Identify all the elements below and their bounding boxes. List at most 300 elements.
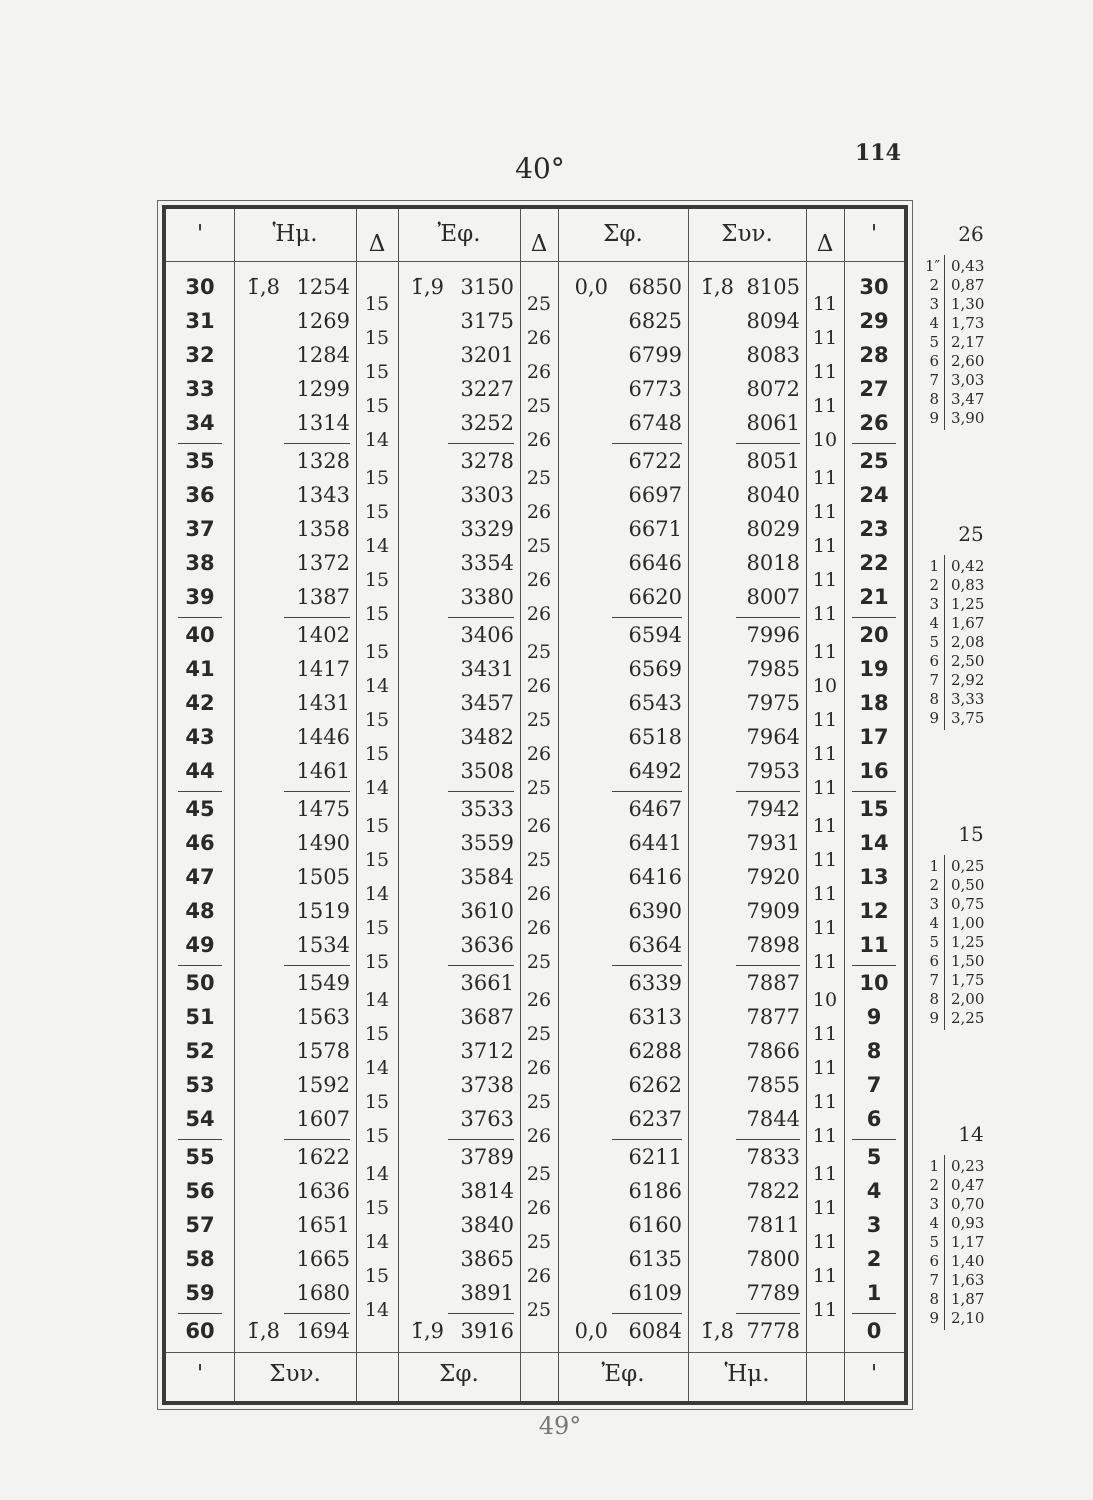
row-minute: 30 — [185, 275, 215, 299]
column-divider — [356, 209, 357, 1401]
pp-index: 6 — [929, 652, 939, 670]
sin-value: 1622 — [296, 1145, 350, 1169]
cos-value: 8051 — [746, 449, 800, 473]
group-separator — [448, 1139, 514, 1140]
cos-value: 7789 — [746, 1281, 800, 1305]
row-minute: 38 — [185, 551, 215, 575]
row-minute: 54 — [185, 1107, 215, 1131]
pp-value: 0,83 — [951, 576, 985, 594]
row-minute-right: 22 — [859, 551, 889, 575]
sin-value: 1505 — [296, 865, 350, 889]
cos-prefix: 1̄,8 — [700, 1319, 734, 1343]
group-separator — [178, 617, 222, 618]
pp-index: 5 — [929, 933, 939, 951]
pp-index: 9 — [929, 1309, 939, 1327]
row-minute-right: 6 — [866, 1107, 882, 1131]
pp-value: 0,42 — [951, 557, 985, 575]
sin-value: 1475 — [296, 797, 350, 821]
cot-value: 6084 — [628, 1319, 682, 1343]
tan-value: 3380 — [460, 585, 514, 609]
group-separator — [178, 965, 222, 966]
pp-value: 0,87 — [951, 276, 985, 294]
delta-sin: 14 — [364, 777, 390, 799]
group-separator — [448, 443, 514, 444]
delta-tan: 26 — [526, 989, 552, 1011]
delta-cos: 11 — [812, 395, 838, 417]
pp-value: 1,25 — [951, 595, 985, 613]
cot-value: 6416 — [628, 865, 682, 889]
cot-value: 6390 — [628, 899, 682, 923]
cot-value: 6594 — [628, 623, 682, 647]
delta-cos: 10 — [812, 989, 838, 1011]
row-minute: 36 — [185, 483, 215, 507]
group-separator — [178, 1313, 222, 1314]
cos-value: 7877 — [746, 1005, 800, 1029]
row-minute-right: 25 — [859, 449, 889, 473]
cos-value: 7822 — [746, 1179, 800, 1203]
delta-cos: 11 — [812, 1023, 838, 1045]
row-minute: 40 — [185, 623, 215, 647]
cos-value: 7920 — [746, 865, 800, 889]
group-separator — [736, 1139, 800, 1140]
delta-sin: 14 — [364, 535, 390, 557]
row-minute: 56 — [185, 1179, 215, 1203]
column-divider — [806, 209, 807, 1401]
tan-value: 3329 — [460, 517, 514, 541]
cos-value: 8040 — [746, 483, 800, 507]
pp-index: 8 — [929, 690, 939, 708]
row-minute: 42 — [185, 691, 215, 715]
cot-value: 6109 — [628, 1281, 682, 1305]
column-divider — [234, 209, 235, 1401]
pp-value: 3,75 — [951, 709, 985, 727]
pp-value: 2,60 — [951, 352, 985, 370]
sin-value: 1490 — [296, 831, 350, 855]
pp-index: 7 — [929, 1271, 939, 1289]
tan-value: 3584 — [460, 865, 514, 889]
delta-tan: 26 — [526, 327, 552, 349]
group-separator — [284, 617, 350, 618]
cot-value: 6799 — [628, 343, 682, 367]
row-minute: 35 — [185, 449, 215, 473]
sin-value: 1563 — [296, 1005, 350, 1029]
footer-minutes: ' — [196, 1361, 204, 1387]
pp-value: 2,00 — [951, 990, 985, 1008]
group-separator — [448, 1313, 514, 1314]
row-minute-right: 13 — [859, 865, 889, 889]
cos-value: 7778 — [746, 1319, 800, 1343]
sin-value: 1328 — [296, 449, 350, 473]
group-separator — [448, 965, 514, 966]
pp-index: 7 — [929, 971, 939, 989]
group-separator — [284, 791, 350, 792]
cos-prefix: 1̄,8 — [700, 275, 734, 299]
proportional-parts-rule — [944, 255, 945, 430]
delta-cos: 11 — [812, 815, 838, 837]
group-separator — [736, 1313, 800, 1314]
delta-sin: 15 — [364, 951, 390, 973]
sin-value: 1694 — [296, 1319, 350, 1343]
delta-tan: 25 — [526, 709, 552, 731]
tan-value: 3508 — [460, 759, 514, 783]
cot-value: 6850 — [628, 275, 682, 299]
row-minute: 34 — [185, 411, 215, 435]
cos-value: 8105 — [746, 275, 800, 299]
delta-sin: 15 — [364, 815, 390, 837]
delta-cos: 11 — [812, 1125, 838, 1147]
sin-prefix: 1̄,8 — [246, 275, 280, 299]
tan-value: 3175 — [460, 309, 514, 333]
proportional-parts-heading: 15 — [958, 822, 984, 846]
row-minute: 44 — [185, 759, 215, 783]
row-minute-right: 21 — [859, 585, 889, 609]
page-number: 114 — [855, 140, 901, 166]
tan-value: 3303 — [460, 483, 514, 507]
pp-value: 1,00 — [951, 914, 985, 932]
row-minute: 52 — [185, 1039, 215, 1063]
group-separator — [852, 1313, 896, 1314]
row-minute: 57 — [185, 1213, 215, 1237]
pp-index: 4 — [929, 914, 939, 932]
sin-value: 1534 — [296, 933, 350, 957]
cot-value: 6211 — [628, 1145, 682, 1169]
cot-value: 6186 — [628, 1179, 682, 1203]
delta-cos: 11 — [812, 917, 838, 939]
cot-value: 6441 — [628, 831, 682, 855]
proportional-parts-heading: 26 — [958, 222, 984, 246]
tan-value: 3354 — [460, 551, 514, 575]
tan-value: 3789 — [460, 1145, 514, 1169]
pp-value: 1,73 — [951, 314, 985, 332]
footer-cos: Συν. — [269, 1361, 321, 1387]
footer-minutes-right: ' — [870, 1361, 878, 1387]
header-cot: Σφ. — [603, 221, 643, 247]
pp-value: 3,90 — [951, 409, 985, 427]
sin-prefix: 1̄,8 — [246, 1319, 280, 1343]
cos-value: 8029 — [746, 517, 800, 541]
delta-cos: 11 — [812, 1091, 838, 1113]
proportional-parts-heading: 25 — [958, 522, 984, 546]
tan-prefix: 1̄,9 — [410, 275, 444, 299]
page-footer: 49° — [538, 1412, 582, 1440]
delta-sin: 15 — [364, 501, 390, 523]
sin-value: 1651 — [296, 1213, 350, 1237]
row-minute: 32 — [185, 343, 215, 367]
delta-sin: 15 — [364, 1091, 390, 1113]
group-separator — [736, 443, 800, 444]
pp-index: 1 — [929, 857, 939, 875]
sin-value: 1607 — [296, 1107, 350, 1131]
group-separator — [852, 1139, 896, 1140]
sin-value: 1417 — [296, 657, 350, 681]
tan-value: 3559 — [460, 831, 514, 855]
group-separator — [178, 443, 222, 444]
header-tan: Ἐφ. — [437, 221, 481, 247]
group-separator — [448, 617, 514, 618]
footer-tan: Ἐφ. — [601, 1361, 645, 1387]
cot-value: 6339 — [628, 971, 682, 995]
header-delta-tan: Δ — [530, 231, 548, 257]
delta-cos: 10 — [812, 429, 838, 451]
cos-value: 7800 — [746, 1247, 800, 1271]
delta-sin: 15 — [364, 743, 390, 765]
row-minute-right: 11 — [859, 933, 889, 957]
delta-sin: 14 — [364, 989, 390, 1011]
delta-sin: 15 — [364, 1023, 390, 1045]
row-minute: 41 — [185, 657, 215, 681]
delta-sin: 15 — [364, 1197, 390, 1219]
delta-tan: 25 — [526, 1091, 552, 1113]
delta-tan: 25 — [526, 641, 552, 663]
column-divider — [688, 209, 689, 1401]
cos-value: 7953 — [746, 759, 800, 783]
delta-sin: 15 — [364, 603, 390, 625]
sin-value: 1402 — [296, 623, 350, 647]
sin-value: 1431 — [296, 691, 350, 715]
group-separator — [284, 965, 350, 966]
pp-value: 2,92 — [951, 671, 985, 689]
cot-value: 6569 — [628, 657, 682, 681]
tan-value: 3916 — [460, 1319, 514, 1343]
delta-tan: 26 — [526, 1265, 552, 1287]
delta-cos: 11 — [812, 501, 838, 523]
proportional-parts-block — [925, 822, 1025, 1045]
delta-sin: 15 — [364, 327, 390, 349]
sin-value: 1269 — [296, 309, 350, 333]
row-minute: 51 — [185, 1005, 215, 1029]
group-separator — [178, 1139, 222, 1140]
column-divider — [558, 209, 559, 1401]
proportional-parts-block — [925, 1122, 1025, 1345]
tan-value: 3814 — [460, 1179, 514, 1203]
tan-value: 3278 — [460, 449, 514, 473]
sin-value: 1343 — [296, 483, 350, 507]
row-minute: 50 — [185, 971, 215, 995]
cos-value: 7811 — [746, 1213, 800, 1237]
column-divider — [844, 209, 845, 1401]
row-minute-right: 29 — [859, 309, 889, 333]
delta-cos: 11 — [812, 1231, 838, 1253]
log-trig-table — [162, 205, 908, 1405]
delta-tan: 25 — [526, 467, 552, 489]
tan-value: 3150 — [460, 275, 514, 299]
delta-cos: 11 — [812, 361, 838, 383]
sin-value: 1299 — [296, 377, 350, 401]
cot-value: 6135 — [628, 1247, 682, 1271]
delta-sin: 15 — [364, 395, 390, 417]
row-minute-right: 10 — [859, 971, 889, 995]
pp-index: 4 — [929, 614, 939, 632]
delta-sin: 14 — [364, 1057, 390, 1079]
pp-index: 1″ — [925, 257, 941, 275]
delta-tan: 25 — [526, 951, 552, 973]
delta-tan: 26 — [526, 603, 552, 625]
delta-cos: 11 — [812, 883, 838, 905]
row-minute: 46 — [185, 831, 215, 855]
pp-index: 6 — [929, 352, 939, 370]
delta-cos: 11 — [812, 293, 838, 315]
tan-value: 3865 — [460, 1247, 514, 1271]
row-minute: 39 — [185, 585, 215, 609]
column-divider — [398, 209, 399, 1401]
pp-value: 1,50 — [951, 952, 985, 970]
group-separator — [736, 791, 800, 792]
proportional-parts-rule — [944, 555, 945, 730]
pp-index: 3 — [929, 595, 939, 613]
delta-sin: 15 — [364, 1125, 390, 1147]
row-minute-right: 15 — [859, 797, 889, 821]
delta-cos: 11 — [812, 1299, 838, 1321]
group-separator — [736, 617, 800, 618]
delta-tan: 25 — [526, 535, 552, 557]
row-minute: 55 — [185, 1145, 215, 1169]
cot-value: 6748 — [628, 411, 682, 435]
pp-index: 8 — [929, 990, 939, 1008]
tan-value: 3482 — [460, 725, 514, 749]
pp-index: 7 — [929, 371, 939, 389]
pp-value: 0,70 — [951, 1195, 985, 1213]
tan-value: 3406 — [460, 623, 514, 647]
page-title: 40° — [515, 152, 565, 185]
cot-value: 6160 — [628, 1213, 682, 1237]
pp-index: 1 — [929, 557, 939, 575]
sin-value: 1519 — [296, 899, 350, 923]
cos-value: 7964 — [746, 725, 800, 749]
group-separator — [612, 791, 682, 792]
cot-value: 6237 — [628, 1107, 682, 1131]
footer-cot: Σφ. — [439, 1361, 479, 1387]
cot-value: 6518 — [628, 725, 682, 749]
cos-value: 8007 — [746, 585, 800, 609]
pp-index: 9 — [929, 409, 939, 427]
group-separator — [852, 443, 896, 444]
tan-value: 3891 — [460, 1281, 514, 1305]
cos-value: 7996 — [746, 623, 800, 647]
pp-index: 5 — [929, 633, 939, 651]
delta-sin: 15 — [364, 641, 390, 663]
delta-tan: 26 — [526, 361, 552, 383]
delta-tan: 26 — [526, 1125, 552, 1147]
cot-value: 6492 — [628, 759, 682, 783]
group-separator — [284, 443, 350, 444]
cot-value: 6288 — [628, 1039, 682, 1063]
cot-value: 6697 — [628, 483, 682, 507]
delta-cos: 11 — [812, 849, 838, 871]
pp-index: 2 — [929, 876, 939, 894]
sin-value: 1549 — [296, 971, 350, 995]
pp-index: 2 — [929, 1176, 939, 1194]
cos-value: 7898 — [746, 933, 800, 957]
delta-sin: 14 — [364, 675, 390, 697]
delta-cos: 11 — [812, 327, 838, 349]
cos-value: 7931 — [746, 831, 800, 855]
cos-value: 8061 — [746, 411, 800, 435]
delta-tan: 25 — [526, 1299, 552, 1321]
pp-value: 2,08 — [951, 633, 985, 651]
sin-value: 1578 — [296, 1039, 350, 1063]
delta-tan: 25 — [526, 395, 552, 417]
row-minute-right: 16 — [859, 759, 889, 783]
pp-index: 4 — [929, 314, 939, 332]
tan-value: 3610 — [460, 899, 514, 923]
delta-sin: 14 — [364, 1231, 390, 1253]
row-minute-right: 18 — [859, 691, 889, 715]
pp-index: 5 — [929, 333, 939, 351]
row-minute-right: 19 — [859, 657, 889, 681]
row-minute: 59 — [185, 1281, 215, 1305]
pp-index: 3 — [929, 295, 939, 313]
delta-tan: 25 — [526, 1231, 552, 1253]
pp-value: 1,75 — [951, 971, 985, 989]
pp-index: 6 — [929, 952, 939, 970]
sin-value: 1665 — [296, 1247, 350, 1271]
pp-value: 2,25 — [951, 1009, 985, 1027]
group-separator — [852, 965, 896, 966]
column-divider — [520, 209, 521, 1401]
group-separator — [852, 617, 896, 618]
cos-value: 8094 — [746, 309, 800, 333]
delta-cos: 11 — [812, 1265, 838, 1287]
header-minutes: ' — [196, 221, 204, 247]
tan-value: 3227 — [460, 377, 514, 401]
delta-cos: 11 — [812, 603, 838, 625]
delta-tan: 26 — [526, 815, 552, 837]
cot-value: 6364 — [628, 933, 682, 957]
delta-sin: 14 — [364, 883, 390, 905]
cot-value: 6722 — [628, 449, 682, 473]
proportional-parts-block — [925, 222, 1025, 445]
pp-value: 0,75 — [951, 895, 985, 913]
delta-tan: 26 — [526, 501, 552, 523]
delta-cos: 11 — [812, 535, 838, 557]
group-separator — [612, 617, 682, 618]
delta-sin: 15 — [364, 293, 390, 315]
row-minute-right: 5 — [866, 1145, 882, 1169]
header-rule — [166, 261, 904, 262]
cot-prefix: 0,0 — [574, 275, 608, 299]
delta-tan: 25 — [526, 1163, 552, 1185]
row-minute: 48 — [185, 899, 215, 923]
delta-tan: 26 — [526, 1057, 552, 1079]
delta-sin: 14 — [364, 1163, 390, 1185]
pp-value: 0,93 — [951, 1214, 985, 1232]
header-sin: Ἡμ. — [272, 221, 318, 247]
delta-tan: 25 — [526, 849, 552, 871]
delta-cos: 11 — [812, 1197, 838, 1219]
group-separator — [448, 791, 514, 792]
delta-sin: 15 — [364, 849, 390, 871]
proportional-parts-block — [925, 522, 1025, 745]
pp-value: 3,33 — [951, 690, 985, 708]
header-delta-sin: Δ — [368, 231, 386, 257]
delta-sin: 14 — [364, 1299, 390, 1321]
footer-sin: Ἡμ. — [724, 1361, 770, 1387]
tan-value: 3712 — [460, 1039, 514, 1063]
row-minute-right: 24 — [859, 483, 889, 507]
cot-value: 6773 — [628, 377, 682, 401]
proportional-parts-rule — [944, 1155, 945, 1330]
cot-value: 6646 — [628, 551, 682, 575]
pp-index: 5 — [929, 1233, 939, 1251]
cos-value: 7985 — [746, 657, 800, 681]
pp-value: 1,87 — [951, 1290, 985, 1308]
pp-index: 6 — [929, 1252, 939, 1270]
pp-value: 2,50 — [951, 652, 985, 670]
row-minute-right: 1 — [866, 1281, 882, 1305]
cos-value: 7909 — [746, 899, 800, 923]
cos-value: 7975 — [746, 691, 800, 715]
delta-sin: 15 — [364, 1265, 390, 1287]
